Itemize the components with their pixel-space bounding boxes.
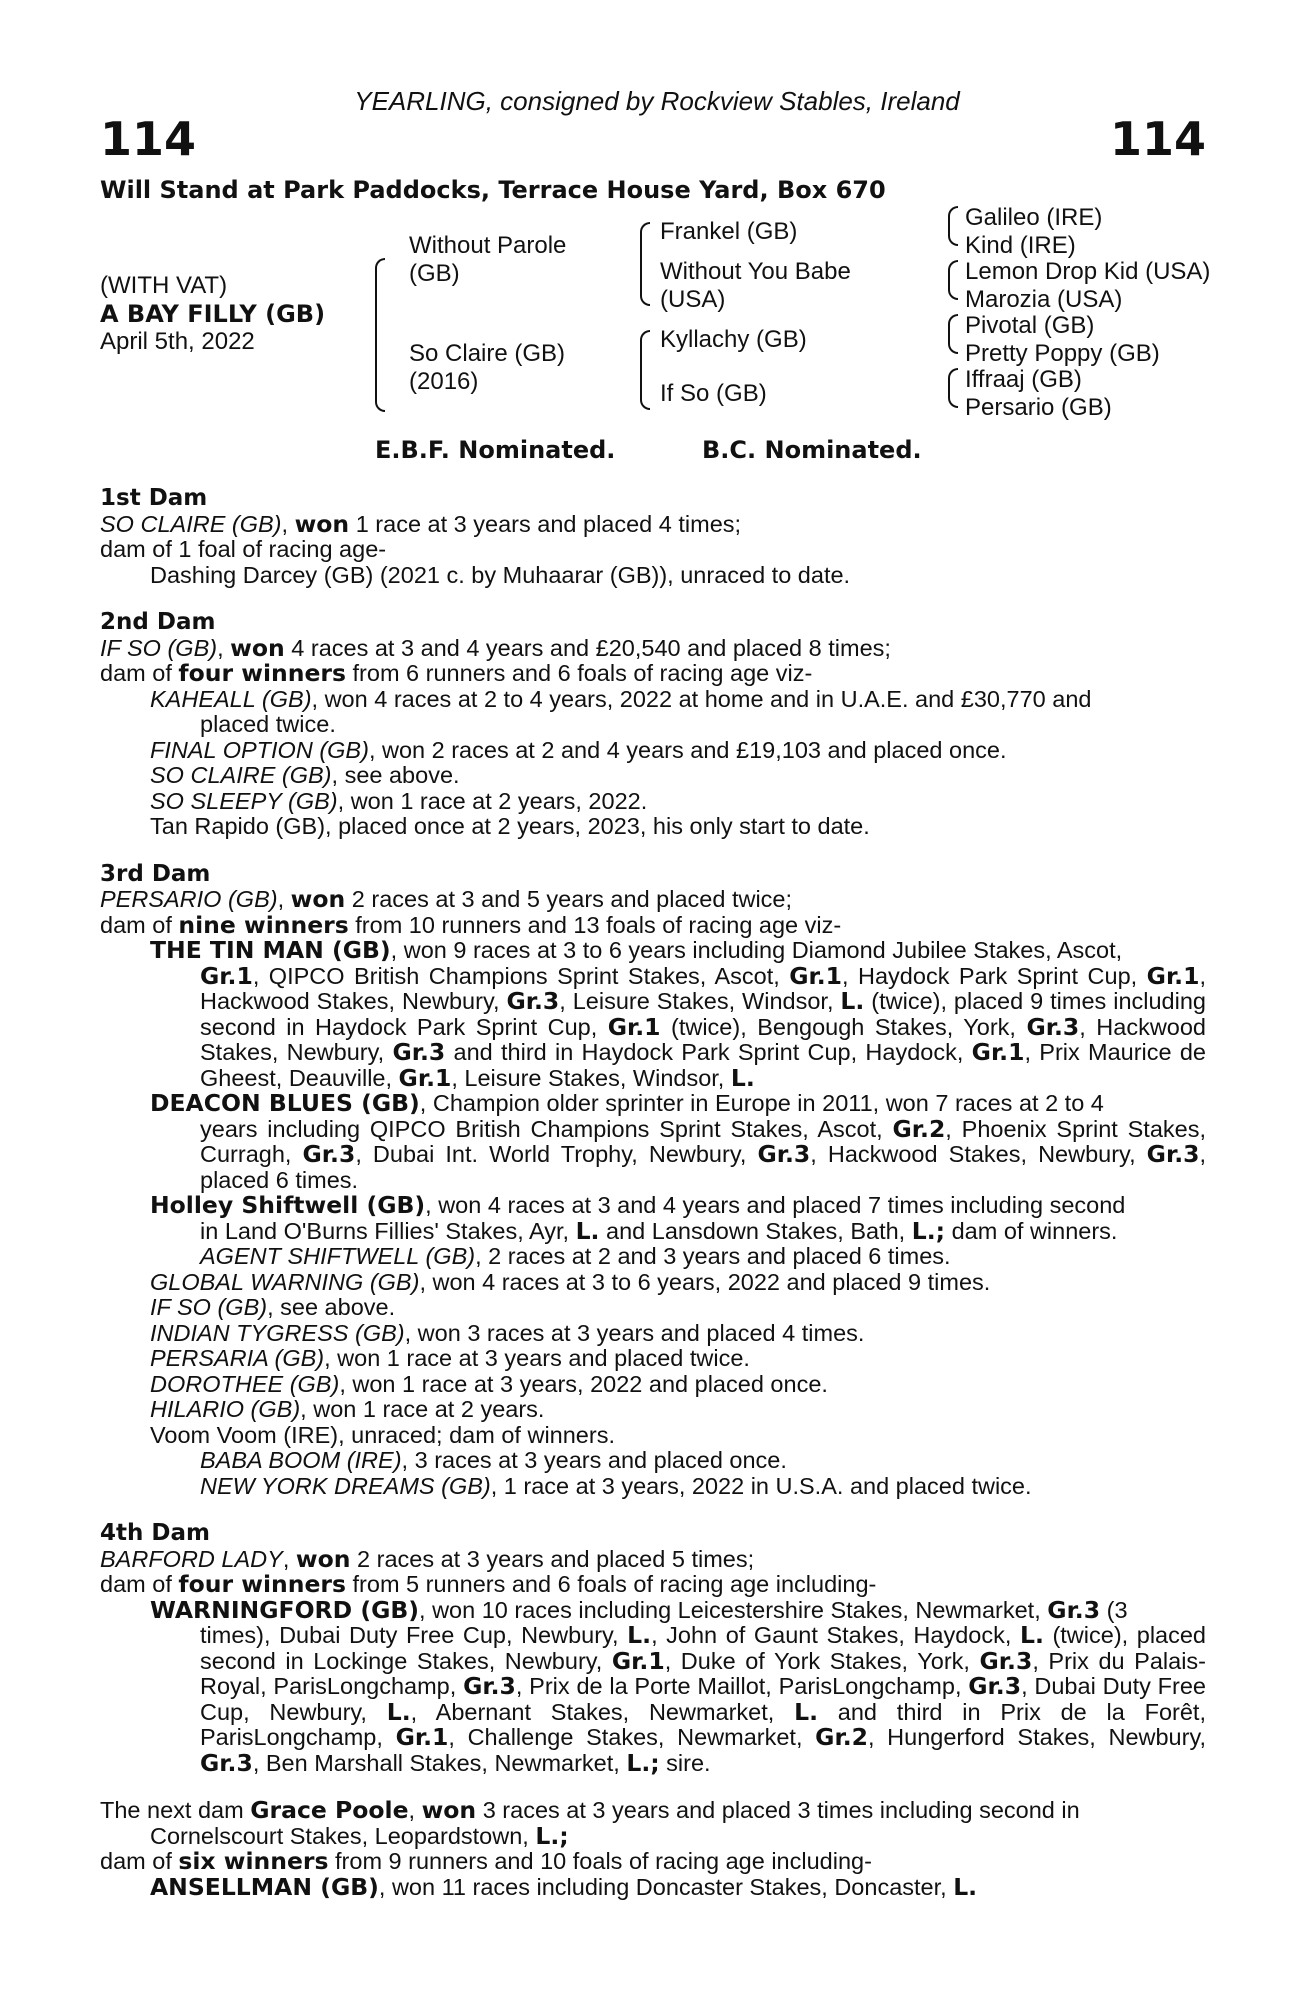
second-dam-heading: 2nd Dam xyxy=(100,609,216,635)
brace-dam xyxy=(640,330,650,410)
grandsire-paternal: Frankel (GB) xyxy=(660,218,798,245)
stand-location: Will Stand at Park Paddocks, Terrace House Yard, Box 670 xyxy=(100,176,886,204)
produce-entry: FINAL OPTION (GB), won 2 races at 2 and 4 years and £19,103 and placed once. xyxy=(150,736,1007,763)
dam-name-italic: SO CLAIRE (GB) xyxy=(100,510,282,537)
brace-dd xyxy=(948,368,958,408)
brace-parents xyxy=(375,258,385,412)
third-dam-section xyxy=(100,862,1206,1500)
lot-number-right: 114 xyxy=(1109,112,1206,166)
lot-number-left: 114 xyxy=(100,112,197,166)
next-dam-section xyxy=(100,1798,1206,1900)
produce-entry: KAHEALL (GB), won 4 races at 2 to 4 years, 2022 at home and in U.A.E. and £30,770 and placed twice. xyxy=(150,685,1092,737)
horse-dob: April 5th, 2022 xyxy=(100,328,255,355)
produce-entry: HILARIO (GB), won 1 race at 2 years. xyxy=(150,1396,545,1422)
sire-country: (GB) xyxy=(409,260,460,287)
third-dam-record: PERSARIO (GB), won 2 races at 3 and 5 years and placed twice; xyxy=(100,885,793,913)
produce-entry: Dashing Darcey (GB) (2021 c. by Muhaarar (GB)), unraced to date. xyxy=(150,561,851,588)
dam-year: (2016) xyxy=(409,368,479,395)
produce-entry-holley-shiftwell: Holley Shiftwell (GB), won 4 races at 3 and 4 years and placed 7 times including second in Land O'Burns Fillies' Stakes, Ayr, L. and Lansdown Stakes, Bath, L.; dam of winners. xyxy=(150,1191,1126,1245)
catalogue-body xyxy=(100,486,1206,1900)
produce-entry-the-tin-man: THE TIN MAN (GB), won 9 races at 3 to 6 years including Diamond Jubilee Stakes, Ascot, Gr.1, QIPCO British Champions Sprint Stakes, Ascot, Gr.1, Haydock Park Sprint Cup, Gr.1, Hackwood Stakes, Newbury, Gr.3, Leisure Stakes, Windsor, L. (twice), placed 9 times including second in Haydock Park Sprint Cup, Gr.1 (twice), Bengough Stakes, York, Gr.3, Hackwood Stakes, Newbury, Gr.3 and third in Haydock Park Sprint Cup, Haydock, Gr.1, Prix Maurice de Gheest, Deauville, Gr.1, Leisure Stakes, Windsor, L. xyxy=(150,936,1207,1092)
produce-entry: IF SO (GB), see above. xyxy=(150,1294,396,1320)
granddam-paternal-country: (USA) xyxy=(660,286,726,313)
brace-sd xyxy=(948,260,958,300)
ggp-dsd: Pretty Poppy (GB) xyxy=(965,340,1160,367)
first-dam-produce: dam of 1 foal of racing age- xyxy=(100,536,387,562)
second-dam-produce: dam of four winners from 6 runners and 6 foals of racing age viz- xyxy=(100,659,813,687)
next-dam-record: The next dam Grace Poole, won 3 races at 3 years and placed 3 times including second in xyxy=(100,1796,1080,1824)
grandsire-maternal: Kyllachy (GB) xyxy=(660,326,807,353)
horse-name: A BAY FILLY (GB) xyxy=(100,300,326,328)
vat-note: (WITH VAT) xyxy=(100,272,228,299)
fourth-dam-heading: 4th Dam xyxy=(100,1520,210,1546)
produce-entry: SO CLAIRE (GB), see above. xyxy=(150,762,460,788)
produce-entry-warningford: WARNINGFORD (GB), won 10 races including Leicestershire Stakes, Newmarket, Gr.3 (3 times), Dubai Duty Free Cup, Newbury, L., John of Gaunt Stakes, Haydock, L. (twice), placed second in Lockinge Stakes, Newbury, Gr.1, Duke of York Stakes, York, Gr.3, Prix du Palais-Royal, ParisLongchamp, Gr.3, Prix de la Porte Maillot, ParisLongchamp, Gr.3, Dubai Duty Free Cup, Newbury, L., Abernant Stakes, Newmarket, L. and third in Prix de la Forêt, ParisLongchamp, Gr.1, Challenge Stakes, Newmarket, Gr.2, Hungerford Stakes, Newbury, Gr.3, Ben Marshall Stakes, Newmarket, L.; sire. xyxy=(150,1595,1206,1777)
grand-produce-entry: AGENT SHIFTWELL (GB), 2 races at 2 and 3 years and placed 6 times. xyxy=(200,1243,951,1269)
next-dam-record-cont: Cornelscourt Stakes, Leopardstown, L.; xyxy=(150,1821,569,1850)
granddam-maternal: If So (GB) xyxy=(660,380,767,407)
ggp-ssd: Kind (IRE) xyxy=(965,232,1076,259)
first-dam-section xyxy=(100,486,1206,588)
third-dam-heading: 3rd Dam xyxy=(100,860,211,887)
ebf-nomination: E.B.F. Nominated. xyxy=(375,436,616,464)
bc-nomination: B.C. Nominated. xyxy=(702,436,922,464)
produce-entry-deacon-blues: DEACON BLUES (GB), Champion older sprinter in Europe in 2011, won 7 races at 2 to 4 years including QIPCO British Champions Sprint Stakes, Ascot, Gr.2, Phoenix Sprint Stakes, Curragh, Gr.3, Dubai Int. World Trophy, Newbury, Gr.3, Hackwood Stakes, Newbury, Gr.3, placed 6 times. xyxy=(150,1089,1207,1193)
ggp-sdd: Marozia (USA) xyxy=(965,286,1123,313)
second-dam-record: IF SO (GB), won 4 races at 3 and 4 years and £20,540 and placed 8 times; xyxy=(100,633,891,662)
fourth-dam-record: BARFORD LADY, won 2 races at 3 years and placed 5 times; xyxy=(100,1544,755,1573)
fourth-dam-produce: dam of four winners from 5 runners and 6 foals of racing age including- xyxy=(100,1570,877,1598)
brace-ss xyxy=(948,206,958,246)
produce-entry: INDIAN TYGRESS (GB), won 3 races at 3 years and placed 4 times. xyxy=(150,1319,865,1346)
ggp-dss: Pivotal (GB) xyxy=(965,312,1095,339)
next-dam-produce: dam of six winners from 9 runners and 10 foals of racing age including- xyxy=(100,1847,872,1875)
second-dam-section xyxy=(100,610,1206,840)
produce-entry: GLOBAL WARNING (GB), won 4 races at 3 to 6 years, 2022 and placed 9 times. xyxy=(150,1268,991,1295)
ggp-dds: Iffraaj (GB) xyxy=(965,366,1082,393)
produce-entry: DOROTHEE (GB), won 1 race at 3 years, 2022 and placed once. xyxy=(150,1370,828,1397)
ggp-sss: Galileo (IRE) xyxy=(965,204,1103,231)
granddam-paternal: Without You Babe xyxy=(660,258,851,285)
first-dam-record: SO CLAIRE (GB), won 1 race at 3 years and placed 4 times; xyxy=(100,509,742,538)
dam-name: So Claire (GB) xyxy=(409,340,566,367)
produce-entry: Tan Rapido (GB), placed once at 2 years, 2023, his only start to date. xyxy=(150,813,870,839)
ggp-ddd: Persario (GB) xyxy=(965,394,1112,421)
fourth-dam-section xyxy=(100,1521,1206,1776)
grand-produce-entry: NEW YORK DREAMS (GB), 1 race at 3 years, 2022 in U.S.A. and placed twice. xyxy=(200,1472,1032,1499)
consigned-line: YEARLING, consigned by Rockview Stables, Ireland xyxy=(354,86,960,116)
produce-entry: PERSARIA (GB), won 1 race at 3 years and placed twice. xyxy=(150,1345,750,1371)
brace-sire xyxy=(640,222,650,306)
produce-entry: SO SLEEPY (GB), won 1 race at 2 years, 2022. xyxy=(150,787,648,814)
ggp-sds: Lemon Drop Kid (USA) xyxy=(965,258,1211,285)
produce-entry: Voom Voom (IRE), unraced; dam of winners. xyxy=(150,1421,615,1448)
third-dam-produce: dam of nine winners from 10 runners and 13 foals of racing age viz- xyxy=(100,910,842,939)
produce-entry-ansellman: ANSELLMAN (GB), won 11 races including Doncaster Stakes, Doncaster, L. xyxy=(150,1872,978,1901)
sire-name: Without Parole xyxy=(409,232,567,259)
won-label: won xyxy=(294,509,350,538)
brace-ds xyxy=(948,314,958,354)
first-dam-heading: 1st Dam xyxy=(100,485,208,511)
grand-produce-entry: BABA BOOM (IRE), 3 races at 3 years and placed once. xyxy=(200,1447,787,1473)
